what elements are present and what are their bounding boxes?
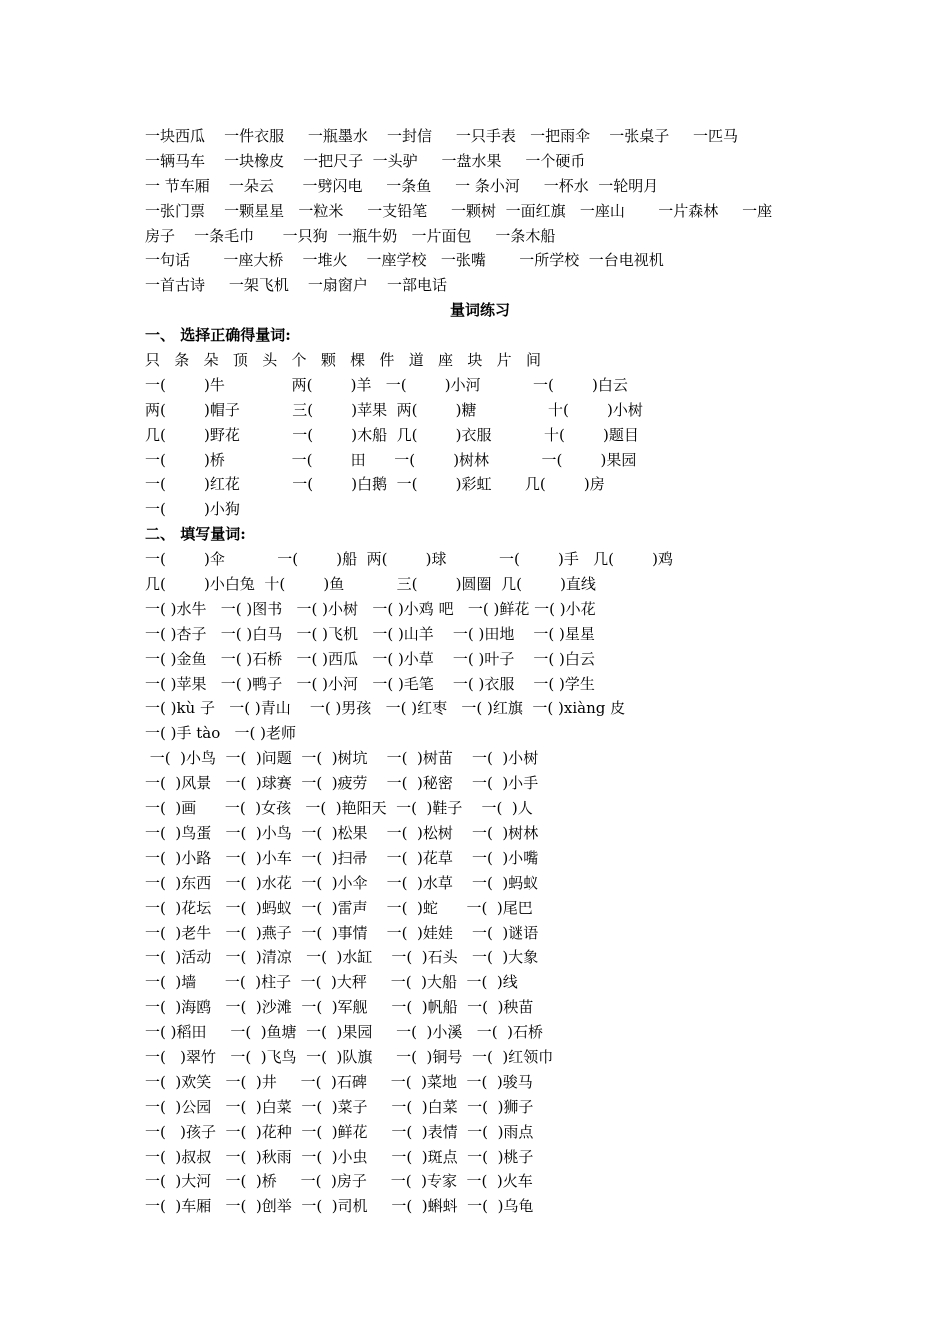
intro-line: 一首古诗 一架飞机 一扇窗户 一部电话 (145, 276, 447, 295)
exercise-line: 一( )鸟蛋 一( )小鸟 一( )松果 一( )松树 一( )树林 (145, 823, 539, 842)
exercise-line: 一( )苹果 一( )鸭子 一( )小河 一( )毛笔 一( )衣服 一( )学生 (145, 674, 595, 693)
exercise-line: 一( )车厢 一( )创举 一( )司机 一( )蝌蚪 一( )乌龟 (145, 1197, 534, 1216)
intro-line: 一句话 一座大桥 一堆火 一座学校 一张嘴 一所学校 一台电视机 (145, 251, 664, 270)
exercise-line: 几( )小白兔 十( )鱼 三( )圆圈 几( )直线 (145, 575, 596, 594)
document-content (145, 124, 815, 1219)
exercise-line: 一( )大河 一( )桥 一( )房子 一( )专家 一( )火车 (145, 1172, 533, 1191)
intro-line: 一 节车厢 一朵云 一劈闪电 一条鱼 一 条小河 一杯水 一轮明月 (145, 176, 659, 195)
exercise-line: 一( )翠竹 一( )飞鸟 一( )队旗 一( )铜号 一( )红领巾 (145, 1047, 554, 1066)
intro-line: 一辆马车 一块橡皮 一把尺子 一头驴 一盘水果 一个硬币 (145, 151, 586, 170)
exercise-line: 一( )活动 一( )清凉 一( )水缸 一( )石头 一( )大象 (145, 948, 539, 967)
page-title: 量词练习 (449, 301, 510, 320)
exercise-line: 一( )kù 子 一( )青山 一( )男孩 一( )红枣 一( )红旗 一( )xiàng 皮 (145, 699, 626, 718)
exercise-line: 一( )牛 两( )羊 一( )小河 一( )白云 (145, 375, 628, 394)
exercise-line: 一( )公园 一( )白菜 一( )菜子 一( )白菜 一( )狮子 (145, 1097, 534, 1116)
exercise-line: 一( )海鸥 一( )沙滩 一( )军舰 一( )帆船 一( )秧苗 (145, 998, 534, 1017)
exercise-line: 一( )小狗 (145, 500, 240, 519)
exercise-line: 两( )帽子 三( )苹果 两( )糖 十( )小树 (145, 400, 643, 419)
intro-line: 房子 一条毛巾 一只狗 一瓶牛奶 一片面包 一条木船 (145, 226, 556, 245)
exercise-line: 一( )欢笑 一( )井 一( )石碑 一( )菜地 一( )骏马 (145, 1072, 533, 1091)
exercise-line: 几( )野花 一( )木船 几( )衣服 十( )题目 (145, 425, 639, 444)
exercise-line: 一( )叔叔 一( )秋雨 一( )小虫 一( )斑点 一( )桃子 (145, 1147, 534, 1166)
word-bank: 只 条 朵 顶 头 个 颗 棵 件 道 座 块 片 间 (145, 351, 541, 370)
exercise-line: 一( )金鱼 一( )石桥 一( )西瓜 一( )小草 一( )叶子 一( )白云 (145, 649, 595, 668)
exercise-line: 一( )水牛 一( )图书 一( )小树 一( )小鸡 吧 一( )鲜花 一( )小花 (145, 599, 596, 618)
intro-line: 一张门票 一颗星星 一粒米 一支铅笔 一颗树 一面红旗 一座山 一片森林 一座 (145, 201, 773, 220)
exercise-line: 一( )伞 一( )船 两( )球 一( )手 几( )鸡 (145, 550, 673, 569)
section-2-heading: 二、 填写量词: (145, 525, 246, 544)
exercise-line: 一( )杏子 一( )白马 一( )飞机 一( )山羊 一( )田地 一( )星星 (145, 624, 595, 643)
exercise-line: 一( )花坛 一( )蚂蚁 一( )雷声 一( )蛇 一( )尾巴 (145, 898, 533, 917)
exercise-line: 一( )东西 一( )水花 一( )小伞 一( )水草 一( )蚂蚁 (145, 873, 539, 892)
exercise-line: 一( )墙 一( )柱子 一( )大秤 一( )大船 一( )线 (145, 973, 518, 992)
exercise-line: 一( )桥 一( 田 一( )树林 一( )果园 (145, 450, 637, 469)
exercise-line: 一( )小鸟 一( )问题 一( )树坑 一( )树苗 一( )小树 (145, 749, 539, 768)
exercise-line: 一( )红花 一( )白鹅 一( )彩虹 几( )房 (145, 475, 605, 494)
section-1-heading: 一、 选择正确得量词: (145, 326, 291, 345)
exercise-line: 一( )风景 一( )球赛 一( )疲劳 一( )秘密 一( )小手 (145, 774, 539, 793)
exercise-line: 一( )老牛 一( )燕子 一( )事情 一( )娃娃 一( )谜语 (145, 923, 539, 942)
exercise-line: 一( )手 tào 一( )老师 (145, 724, 297, 743)
exercise-line: 一( )稻田 一( )鱼塘 一( )果园 一( )小溪 一( )石桥 (145, 1023, 543, 1042)
exercise-line: 一( )小路 一( )小车 一( )扫帚 一( )花草 一( )小嘴 (145, 848, 539, 867)
exercise-line: 一( )画 一( )女孩 一( )艳阳天 一( )鞋子 一( )人 (145, 799, 533, 818)
exercise-line: 一( )孩子 一( )花种 一( )鲜花 一( )表情 一( )雨点 (145, 1122, 534, 1141)
intro-line: 一块西瓜 一件衣服 一瓶墨水 一封信 一只手表 一把雨伞 一张桌子 一匹马 (145, 127, 739, 145)
